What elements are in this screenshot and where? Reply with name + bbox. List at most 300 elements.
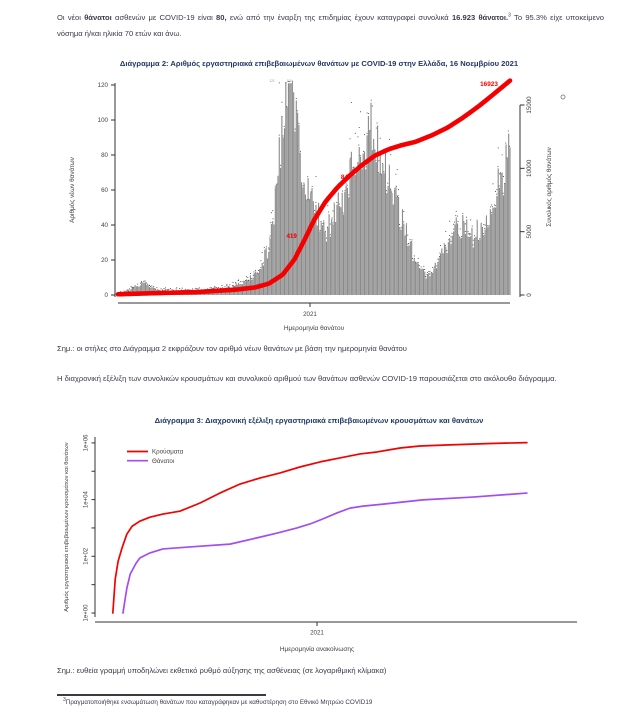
- scatter-dot: [269, 249, 270, 250]
- scatter-dot: [270, 236, 271, 237]
- bar: [450, 244, 451, 295]
- bar: [326, 242, 327, 295]
- scatter-dot: [418, 258, 419, 259]
- bar: [453, 231, 454, 295]
- scatter-dot: [295, 129, 296, 130]
- scatter-dot: [242, 281, 243, 282]
- scatter-dot: [216, 287, 217, 288]
- bar: [260, 269, 261, 295]
- bar: [466, 219, 467, 295]
- scatter-dot: [273, 218, 274, 219]
- bar: [498, 168, 499, 295]
- scatter-dot: [389, 165, 390, 166]
- bar: [389, 166, 390, 295]
- bar: [494, 207, 495, 295]
- scatter-dot: [462, 213, 463, 214]
- scatter-dot: [456, 211, 457, 212]
- scatter-dot: [469, 234, 470, 235]
- scatter-dot: [280, 165, 281, 166]
- bar: [335, 222, 336, 295]
- scatter-dot: [166, 289, 167, 290]
- scatter-dot: [350, 158, 351, 159]
- chart3-figure: [52, 428, 587, 660]
- scatter-dot: [389, 139, 390, 140]
- bar: [414, 259, 415, 295]
- scatter-dot: [483, 224, 484, 225]
- scatter-dot: [398, 195, 399, 196]
- bar: [319, 231, 320, 295]
- scatter-dot: [376, 160, 377, 161]
- scatter-dot: [386, 190, 387, 191]
- bar: [314, 213, 315, 295]
- scatter-dot: [176, 289, 177, 290]
- scatter-dot: [246, 276, 247, 277]
- bar: [298, 125, 299, 295]
- scatter-dot: [218, 287, 219, 288]
- bar: [281, 117, 282, 295]
- body-paragraph: Η διαχρονική εξέλιξη των συνολικών κρουσμάτων και συνολικού αριθμού των θανάτων ασθενών COVID-19 παρουσιάζεται στο ακόλουθο διάγραμμα.: [57, 374, 557, 383]
- scatter-dot: [414, 258, 415, 259]
- y-axis-right-tick-label: 5000: [526, 224, 533, 239]
- bar: [306, 200, 307, 295]
- scatter-dot: [372, 106, 373, 107]
- scatter-dot: [401, 227, 402, 228]
- scatter-dot: [446, 250, 447, 251]
- scatter-dot: [432, 267, 433, 268]
- scatter-dot: [330, 234, 331, 235]
- scatter-dot: [440, 253, 441, 254]
- scatter-dot: [338, 193, 339, 194]
- y-axis-tick-label: 1e+04: [83, 491, 90, 509]
- scatter-dot: [403, 221, 404, 222]
- scatter-dot: [439, 256, 440, 257]
- scatter-dot: [327, 205, 328, 206]
- scatter-dot: [192, 288, 193, 289]
- scatter-dot: [499, 173, 500, 174]
- scatter-dot: [150, 286, 151, 287]
- scatter-dot: [348, 195, 349, 196]
- scatter-dot: [311, 191, 312, 192]
- scatter-dot: [210, 287, 211, 288]
- scatter-dot: [509, 146, 510, 147]
- scatter-dot: [502, 154, 503, 155]
- bar: [443, 253, 444, 295]
- scatter-dot: [234, 286, 235, 287]
- scatter-dot: [199, 287, 200, 288]
- bar: [402, 209, 403, 295]
- bar: [440, 254, 441, 295]
- scatter-dot: [457, 216, 458, 217]
- scatter-dot: [325, 231, 326, 232]
- bar: [294, 132, 295, 295]
- chart3-note: Σημ.: ευθεία γραμμή υποδηλώνει εκθετικό ρυθμό αύξησης της ασθένειας (σε λογαριθμική κλίμακα): [57, 666, 387, 675]
- scatter-dot: [176, 287, 177, 288]
- intro-bold-total-deaths: 16.923 θάνατοι.: [451, 13, 509, 22]
- bar: [411, 241, 412, 295]
- scatter-dot: [327, 227, 328, 228]
- outlier-marker: [561, 95, 565, 99]
- scatter-dot: [452, 233, 453, 234]
- scatter-dot: [158, 290, 159, 291]
- bar: [444, 245, 445, 295]
- bar: [296, 100, 297, 295]
- bar: [343, 215, 344, 296]
- scatter-dot: [316, 176, 317, 177]
- x-axis-title: Ημερομηνία θανάτου: [283, 325, 345, 332]
- y-axis-right-title: Συνολικός αριθμός θανάτων: [546, 147, 553, 227]
- bar: [329, 214, 330, 295]
- footnote-text: Πραγματοποιήθηκε ενσωμάτωση θανάτων που καταγράφηκαν με καθυστέρηση στο Εθνικό Μητρώο COVID19: [65, 699, 373, 706]
- scatter-dot: [151, 285, 152, 286]
- bar: [470, 236, 471, 295]
- scatter-dot: [260, 260, 261, 261]
- scatter-dot: [425, 276, 426, 277]
- scatter-dot: [303, 183, 304, 184]
- bar: [256, 273, 257, 295]
- scatter-dot: [465, 231, 466, 232]
- intro-paragraph: Οι νέοι θάνατοι ασθενών με COVID-19 είναι 80, ενώ από την έναρξη της επιδημίας έχουν καταγραφεί συνολικά 16.923 θάνατοι.$^3$ Το 95.3% είχε υποκείμενο νόσημα ή/και ηλικία 70 ετών και άνω.: [57, 12, 604, 38]
- bar: [447, 253, 448, 295]
- scatter-dot: [235, 282, 236, 283]
- bar: [317, 225, 318, 295]
- bar: [426, 279, 427, 295]
- scatter-dot: [374, 150, 375, 151]
- bar: [347, 188, 348, 295]
- scatter-dot: [250, 273, 251, 274]
- bar: [327, 227, 328, 295]
- bar: [393, 205, 394, 295]
- scatter-dot: [438, 259, 439, 260]
- scatter-dot: [148, 285, 149, 286]
- scatter-dot: [323, 220, 324, 221]
- bar: [415, 262, 416, 295]
- y-axis-tick-label: 1e+02: [83, 547, 90, 565]
- scatter-dot: [407, 235, 408, 236]
- bar: [338, 194, 339, 295]
- bar: [259, 270, 260, 295]
- bar: [372, 150, 373, 295]
- scatter-dot: [135, 285, 136, 286]
- scatter-dot: [248, 280, 249, 281]
- bar: [491, 214, 492, 295]
- scatter-dot: [245, 280, 246, 281]
- scatter-dot: [460, 229, 461, 230]
- bar: [488, 225, 489, 295]
- scatter-dot: [398, 189, 399, 190]
- bar: [394, 190, 395, 295]
- scatter-dot: [363, 151, 364, 152]
- scatter-dot: [316, 202, 317, 203]
- bar: [483, 235, 484, 295]
- scatter-dot: [360, 111, 361, 112]
- scatter-dot: [133, 287, 134, 288]
- scatter-dot: [495, 205, 496, 206]
- scatter-dot: [491, 204, 492, 205]
- bar: [449, 238, 450, 295]
- scatter-dot: [412, 239, 413, 240]
- scatter-dot: [236, 285, 237, 286]
- scatter-dot: [357, 136, 358, 137]
- scatter-dot: [495, 191, 496, 192]
- bar: [416, 263, 417, 295]
- bar: [409, 245, 410, 295]
- scatter-dot: [145, 280, 146, 281]
- bar: [504, 184, 505, 295]
- scatter-dot: [449, 221, 450, 222]
- scatter-dot: [284, 126, 285, 127]
- bar: [418, 264, 419, 295]
- scatter-dot: [260, 267, 261, 268]
- scatter-dot: [237, 285, 238, 286]
- scatter-dot: [508, 130, 509, 131]
- scatter-dot: [500, 172, 501, 173]
- bar: [419, 268, 420, 295]
- scatter-dot: [497, 166, 498, 167]
- scatter-dot: [301, 182, 302, 183]
- scatter-dot: [470, 234, 471, 235]
- scatter-dot: [505, 143, 506, 144]
- scatter-dot: [133, 288, 134, 289]
- scatter-dot: [312, 186, 313, 187]
- bar: [407, 246, 408, 295]
- scatter-dot: [350, 138, 351, 139]
- bar: [382, 164, 383, 295]
- scatter-dot: [214, 286, 215, 287]
- scatter-dot: [346, 184, 347, 185]
- bar: [452, 236, 453, 295]
- scatter-dot: [333, 222, 334, 223]
- scatter-dot: [182, 288, 183, 289]
- scatter-dot: [172, 289, 173, 290]
- bar: [340, 207, 341, 295]
- scatter-dot: [468, 233, 469, 234]
- bar: [369, 131, 370, 295]
- scatter-dot: [298, 123, 299, 124]
- bar: [336, 205, 337, 295]
- bar: [495, 208, 496, 295]
- scatter-dot: [255, 270, 256, 271]
- bar: [350, 159, 351, 295]
- scatter-dot: [427, 274, 428, 275]
- bar: [462, 215, 463, 295]
- scatter-dot: [408, 243, 409, 244]
- scatter-dot: [463, 221, 464, 222]
- bar: [461, 238, 462, 295]
- bar: [492, 208, 493, 295]
- scatter-dot: [376, 128, 377, 129]
- bar: [388, 186, 389, 295]
- scatter-dot: [314, 210, 315, 211]
- y-axis-tick-label: 80: [101, 152, 108, 160]
- bar: [342, 193, 343, 295]
- scatter-dot: [322, 223, 323, 224]
- bar: [477, 221, 478, 295]
- bar: [300, 153, 301, 295]
- scatter-dot: [383, 171, 384, 172]
- scatter-dot: [221, 285, 222, 286]
- scatter-dot: [124, 291, 125, 292]
- bar: [377, 126, 378, 295]
- scatter-dot: [359, 127, 360, 128]
- bar: [509, 147, 510, 295]
- scatter-dot: [277, 184, 278, 185]
- bar: [437, 262, 438, 295]
- chart2-note: Σημ.: οι στήλες στο Διάγραμμα 2 εκφράζουν τον αριθμό νέων θανάτων με βάση την ημερομηνία θανάτου: [57, 344, 407, 353]
- scatter-dot: [496, 194, 497, 195]
- bar: [490, 209, 491, 295]
- scatter-dot: [377, 123, 378, 124]
- scatter-dot: [286, 106, 287, 107]
- scatter-dot: [499, 186, 500, 187]
- scatter-dot: [129, 288, 130, 289]
- bar: [332, 224, 333, 295]
- scatter-dot: [279, 82, 280, 83]
- bar: [403, 224, 404, 295]
- scatter-dot: [419, 265, 420, 266]
- scatter-dot: [353, 167, 354, 168]
- scatter-dot: [281, 102, 282, 103]
- scatter-dot: [126, 291, 127, 292]
- bar: [352, 169, 353, 295]
- scatter-dot: [330, 224, 331, 225]
- scatter-dot: [429, 274, 430, 275]
- scatter-dot: [378, 160, 379, 161]
- scatter-dot: [272, 210, 273, 211]
- bar: [422, 269, 423, 295]
- scatter-dot: [185, 289, 186, 290]
- scatter-dot: [128, 290, 129, 291]
- scatter-dot: [484, 228, 485, 229]
- scatter-dot: [132, 287, 133, 288]
- scatter-dot: [259, 269, 260, 270]
- scatter-dot: [347, 185, 348, 186]
- bar: [482, 227, 483, 295]
- scatter-dot: [415, 262, 416, 263]
- scatter-dot: [360, 155, 361, 156]
- bar: [500, 173, 501, 295]
- scatter-dot: [507, 157, 508, 158]
- bar: [254, 273, 255, 295]
- cumulative-line-annotation: 84: [340, 174, 348, 181]
- scatter-dot: [367, 113, 368, 114]
- scatter-dot: [135, 286, 136, 287]
- y-axis: [92, 437, 96, 617]
- scatter-dot: [141, 281, 142, 282]
- bar: [361, 169, 362, 295]
- scatter-dot: [136, 287, 137, 288]
- scatter-dot: [491, 212, 492, 213]
- scatter-dot: [339, 204, 340, 205]
- scatter-dot: [444, 243, 445, 244]
- footnote-divider: [57, 694, 266, 696]
- bar: [385, 151, 386, 295]
- bar: [457, 223, 458, 295]
- x-axis: [95, 622, 577, 626]
- scatter-dot: [309, 199, 310, 200]
- series-line-purple: [123, 493, 527, 613]
- scatter-dot: [473, 240, 474, 241]
- scatter-dot: [307, 176, 308, 177]
- scatter-dot: [240, 281, 241, 282]
- cumulative-total-label: 16923: [480, 81, 498, 88]
- y-axis-right: [520, 105, 525, 297]
- scatter-dot: [131, 286, 132, 287]
- scatter-dot: [269, 238, 270, 239]
- series-line-red: [113, 443, 527, 613]
- bar: [305, 195, 306, 295]
- y-axis-title: Αριθμός εργαστηριακά επιβεβαιωμένων κρουσμάτων και θανάτων: [64, 442, 70, 612]
- bar: [258, 273, 259, 295]
- y-axis-right-tick-label: 10000: [526, 159, 533, 177]
- bar: [471, 228, 472, 295]
- scatter-dot: [469, 233, 470, 234]
- scatter-dot: [448, 239, 449, 240]
- y-axis-tick-label: 40: [101, 222, 108, 230]
- bar: [474, 238, 475, 295]
- bar: [485, 229, 486, 295]
- bar: [502, 173, 503, 295]
- bar: [428, 273, 429, 295]
- bar: [458, 236, 459, 295]
- y-axis-tick-label: 0: [104, 292, 108, 300]
- scatter-dot: [453, 224, 454, 225]
- scatter-dot: [414, 255, 415, 256]
- scatter-dot: [179, 288, 180, 289]
- scatter-dot: [459, 237, 460, 238]
- scatter-dot: [458, 235, 459, 236]
- scatter-dot: [336, 202, 337, 203]
- scatter-dot: [279, 135, 280, 136]
- x-axis-tick-label: 2021: [310, 629, 324, 637]
- peak-bar-microlabel: 118: [286, 79, 292, 83]
- bar: [268, 252, 269, 295]
- scatter-dot: [387, 183, 388, 184]
- x-axis-title: Ημερομηνία ανακοίνωσης: [279, 646, 355, 653]
- scatter-dot: [266, 246, 267, 247]
- scatter-dot: [196, 288, 197, 289]
- scatter-dot: [229, 284, 230, 285]
- bar: [321, 222, 322, 295]
- bar: [381, 174, 382, 295]
- bar: [503, 195, 504, 295]
- bar: [266, 248, 267, 295]
- scatter-dot: [503, 193, 504, 194]
- scatter-dot: [127, 290, 128, 291]
- scatter-dot: [334, 203, 335, 204]
- bar: [469, 237, 470, 295]
- bar: [456, 217, 457, 295]
- scatter-dot: [451, 236, 452, 237]
- bar: [475, 237, 476, 295]
- bar: [397, 197, 398, 295]
- bar: [439, 258, 440, 295]
- scatter-dot: [390, 154, 391, 155]
- legend-label: Θάνατοι: [152, 457, 175, 465]
- scatter-dot: [492, 206, 493, 207]
- bar: [398, 197, 399, 295]
- scatter-dot: [342, 191, 343, 192]
- bar: [311, 188, 312, 295]
- intro-bold-new-deaths-count: 80,: [216, 13, 227, 22]
- bar: [406, 225, 407, 295]
- scatter-dot: [165, 290, 166, 291]
- bar: [353, 166, 354, 295]
- bar: [363, 154, 364, 295]
- scatter-dot: [222, 287, 223, 288]
- intro-bold-deaths: θάνατοι: [84, 13, 112, 22]
- bar: [357, 162, 358, 295]
- scatter-dot: [494, 204, 495, 205]
